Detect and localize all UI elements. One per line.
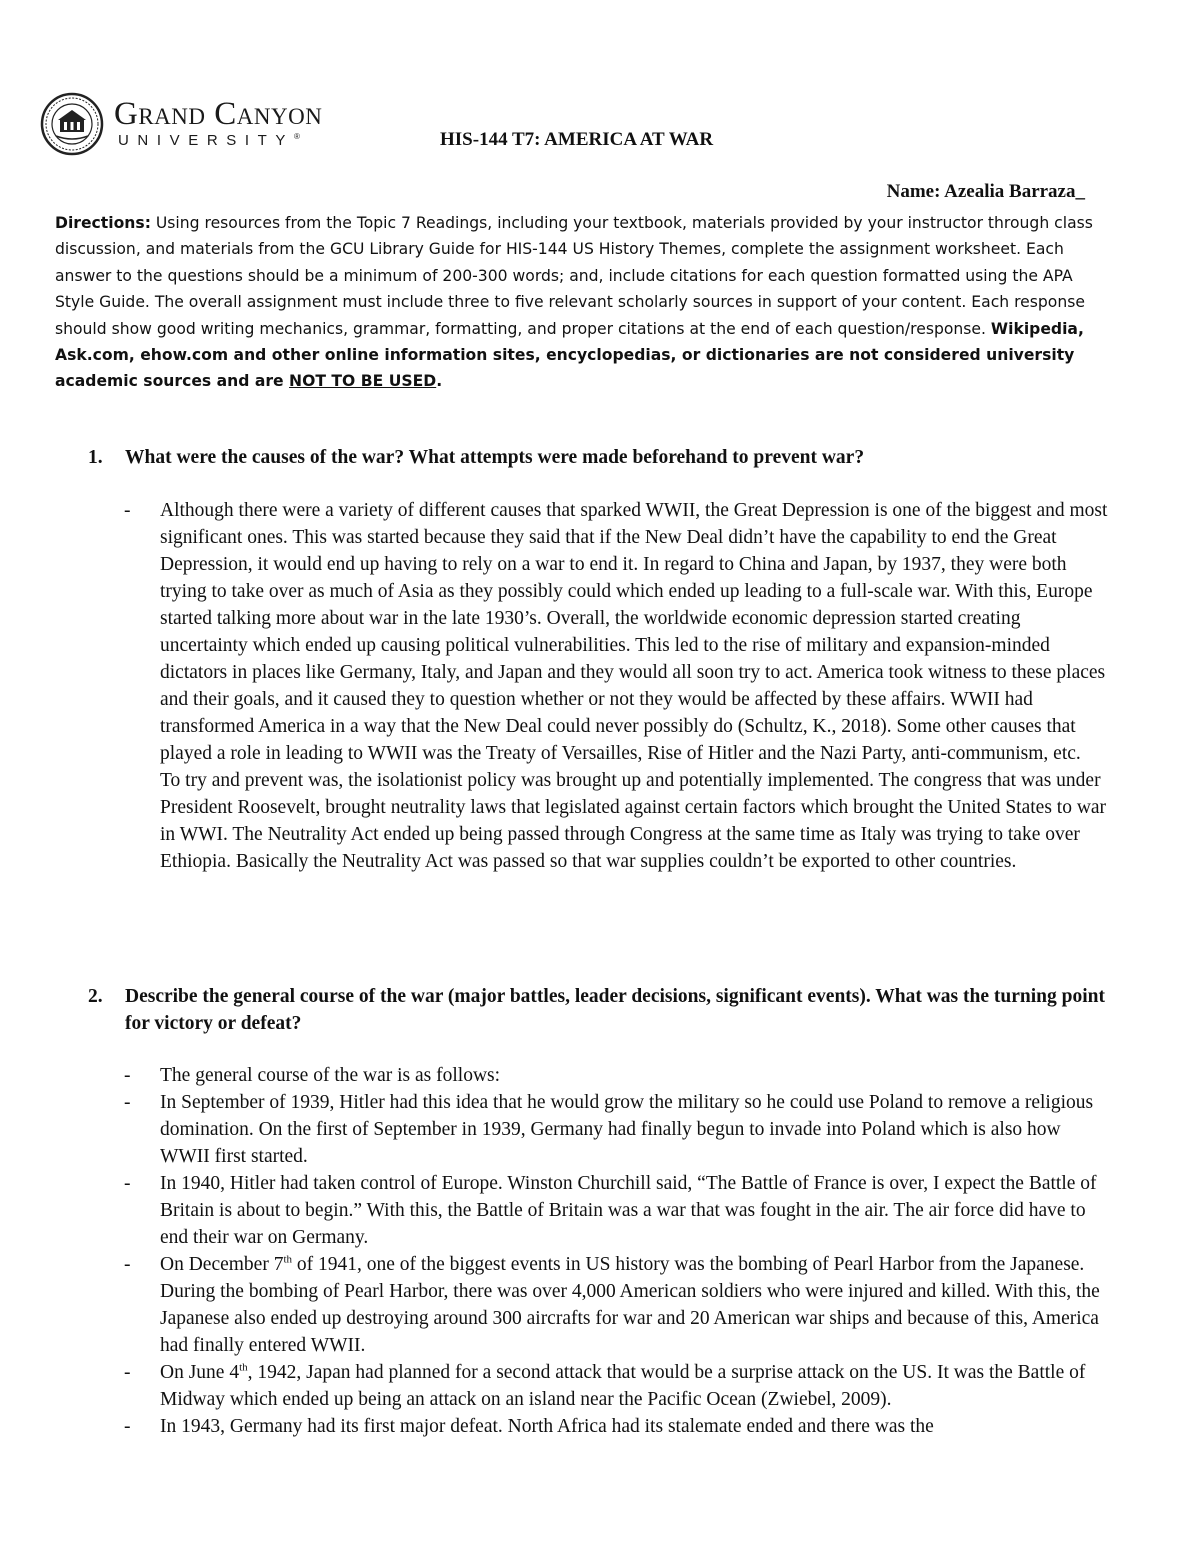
directions-paragraph: Directions: Using resources from the Topic 7 Readings, including your textbook, materials provided by your instructor through class discussion, and materials from the GCU Library Guide for HIS-144 US History Themes, complete the assignment worksheet. Each answer to the questions should be a minimum of 200-300 words; and, include citations for each question formatted using the APA Style Guide. The overall assignment must include three to five relevant scholarly sources in support of your content. Each response should show good writing mechanics, grammar, formatting, and proper citations at the end of each question/response. Wikipedia, Ask.com, ehow.com and other online information sites, encyclopedias, or dictionaries are not considered university academic sources and are NOT TO BE USED. [55, 214, 1093, 391]
bullet-dash: - [124, 1092, 131, 1113]
list-item-text: On December 7th of 1941, one of the biggest events in US history was the bombing of Pearl Harbor from the Japanese. During the bombing of Pearl Harbor, there was over 4,000 American soldiers who were injured and killed. With this, the Japanese also ended up destroying around 300 aircrafts for war and 20 American war ships and because of this, America had finally entered WWII. [160, 1253, 1100, 1356]
list-item [124, 1062, 1110, 1089]
question-text: Describe the general course of the war (major battles, leader decisions, significant events). What was the turning point for victory or defeat? [125, 986, 1105, 1034]
list-item-text: On June 4th, 1942, Japan had planned for a second attack that would be a surprise attack on the US. It was the Battle of Midway which ended up being an attack on an island near the Pacific Ocean (Zwiebel, 2009). [160, 1361, 1086, 1410]
sources-warning: Wikipedia, Ask.com, ehow.com and other online information sites, encyclopedias, or dictionaries are not considered university academic sources and are [55, 319, 1084, 391]
bullet-dash: - [124, 1065, 131, 1086]
question-number: 1. [88, 447, 103, 468]
question-1 [88, 444, 1108, 471]
list-item [124, 1359, 1110, 1413]
directions-text: Using resources from the Topic 7 Readings, including your textbook, materials provided by your instructor through class discussion, and materials from the GCU Library Guide for HIS-144 US History Themes, complete the assignment worksheet. Each answer to the questions should be a minimum of 200-300 words; and, include citations for each question formatted using the APA Style Guide. The overall assignment must include three to five relevant scholarly sources in support of your content. Each response should show good writing mechanics, grammar, formatting, and proper citations at the end of each question/response. [55, 214, 1093, 338]
question-2 [88, 983, 1108, 1037]
university-seal-icon [40, 92, 104, 156]
answer-2 [124, 1062, 1110, 1440]
university-logo [40, 92, 350, 156]
question-number: 2. [88, 986, 103, 1007]
bullet-dash: - [124, 500, 131, 521]
bullet-dash: - [124, 1173, 131, 1194]
list-item-text: In September of 1939, Hitler had this idea that he would grow the military so he could use Poland to remove a religious domination. On the first of September in 1939, Germany had finally begun to invade into Poland which is also how WWII first started. [160, 1092, 1094, 1167]
list-item [124, 1170, 1110, 1251]
answer-1 [124, 497, 1110, 875]
bullet-dash: - [124, 1254, 131, 1275]
answer-paragraph: Although there were a variety of different causes that sparked WWII, the Great Depression is one of the biggest and most significant ones. This was started because they said that if the New Deal didn’t have the capability to end the Great Depression, it would end up having to rely on a war to end it. In regard to China and Japan, by 1937, they were both trying to take over as much of Asia as they possibly could which ended up leading to a full-scale war. With this, Europe started talking more about war in the late 1930’s. Overall, the worldwide economic depression started creating uncertainty which ended up causing political vulnerabilities. This led to the rise of military and expansion-minded dictators in places like Germany, Italy, and Japan and they would all soon try to act. America took witness to these places and their goals, and it caused they to question whether or not they would be affected by these affairs. WWII had transformed America in a way that the New Deal could never possibly do (Schultz, K., 2018). Some other causes that played a role in leading to WWII was the Treaty of Versailles, Rise of Hitler and the Nazi Party, anti-communism, etc. [160, 500, 1108, 764]
not-to-be-used: NOT TO BE USED [289, 372, 437, 391]
list-item [124, 1089, 1110, 1170]
list-item [124, 1413, 1110, 1440]
list-item-text: In 1943, Germany had its first major defeat. North Africa had its stalemate ended and there was the [160, 1416, 934, 1437]
answer-paragraph: To try and prevent was, the isolationist policy was brought up and potentially implemented. The congress that was under President Roosevelt, brought neutrality laws that legislated against certain factors which brought the United States to war in WWI. The Neutrality Act ended up being passed through Congress at the same time as Italy was trying to take over Ethiopia. Basically the Neutrality Act was passed so that war supplies couldn’t be exported to other countries. [160, 770, 1107, 872]
directions-label: Directions: [55, 214, 151, 232]
bullet-dash: - [124, 1362, 131, 1383]
logo-subtitle: UNIVERSITY® [118, 132, 300, 149]
logo-wordmark: Grand Canyon [114, 96, 323, 132]
student-name: Name: Azealia Barraza_ [886, 181, 1085, 202]
list-item [124, 497, 1110, 875]
list-item-text: The general course of the war is as follows: [160, 1065, 501, 1086]
list-item [124, 1251, 1110, 1359]
bullet-dash: - [124, 1416, 131, 1437]
page-title: HIS-144 T7: AMERICA AT WAR [440, 129, 714, 150]
list-item-text: In 1940, Hitler had taken control of Europe. Winston Churchill said, “The Battle of France is over, I expect the Battle of Britain is about to begin.” With this, the Battle of Britain was a war that was fought in the air. The air force did have to end their war on Germany. [160, 1173, 1097, 1248]
question-text: What were the causes of the war? What attempts were made beforehand to prevent war? [125, 447, 865, 468]
